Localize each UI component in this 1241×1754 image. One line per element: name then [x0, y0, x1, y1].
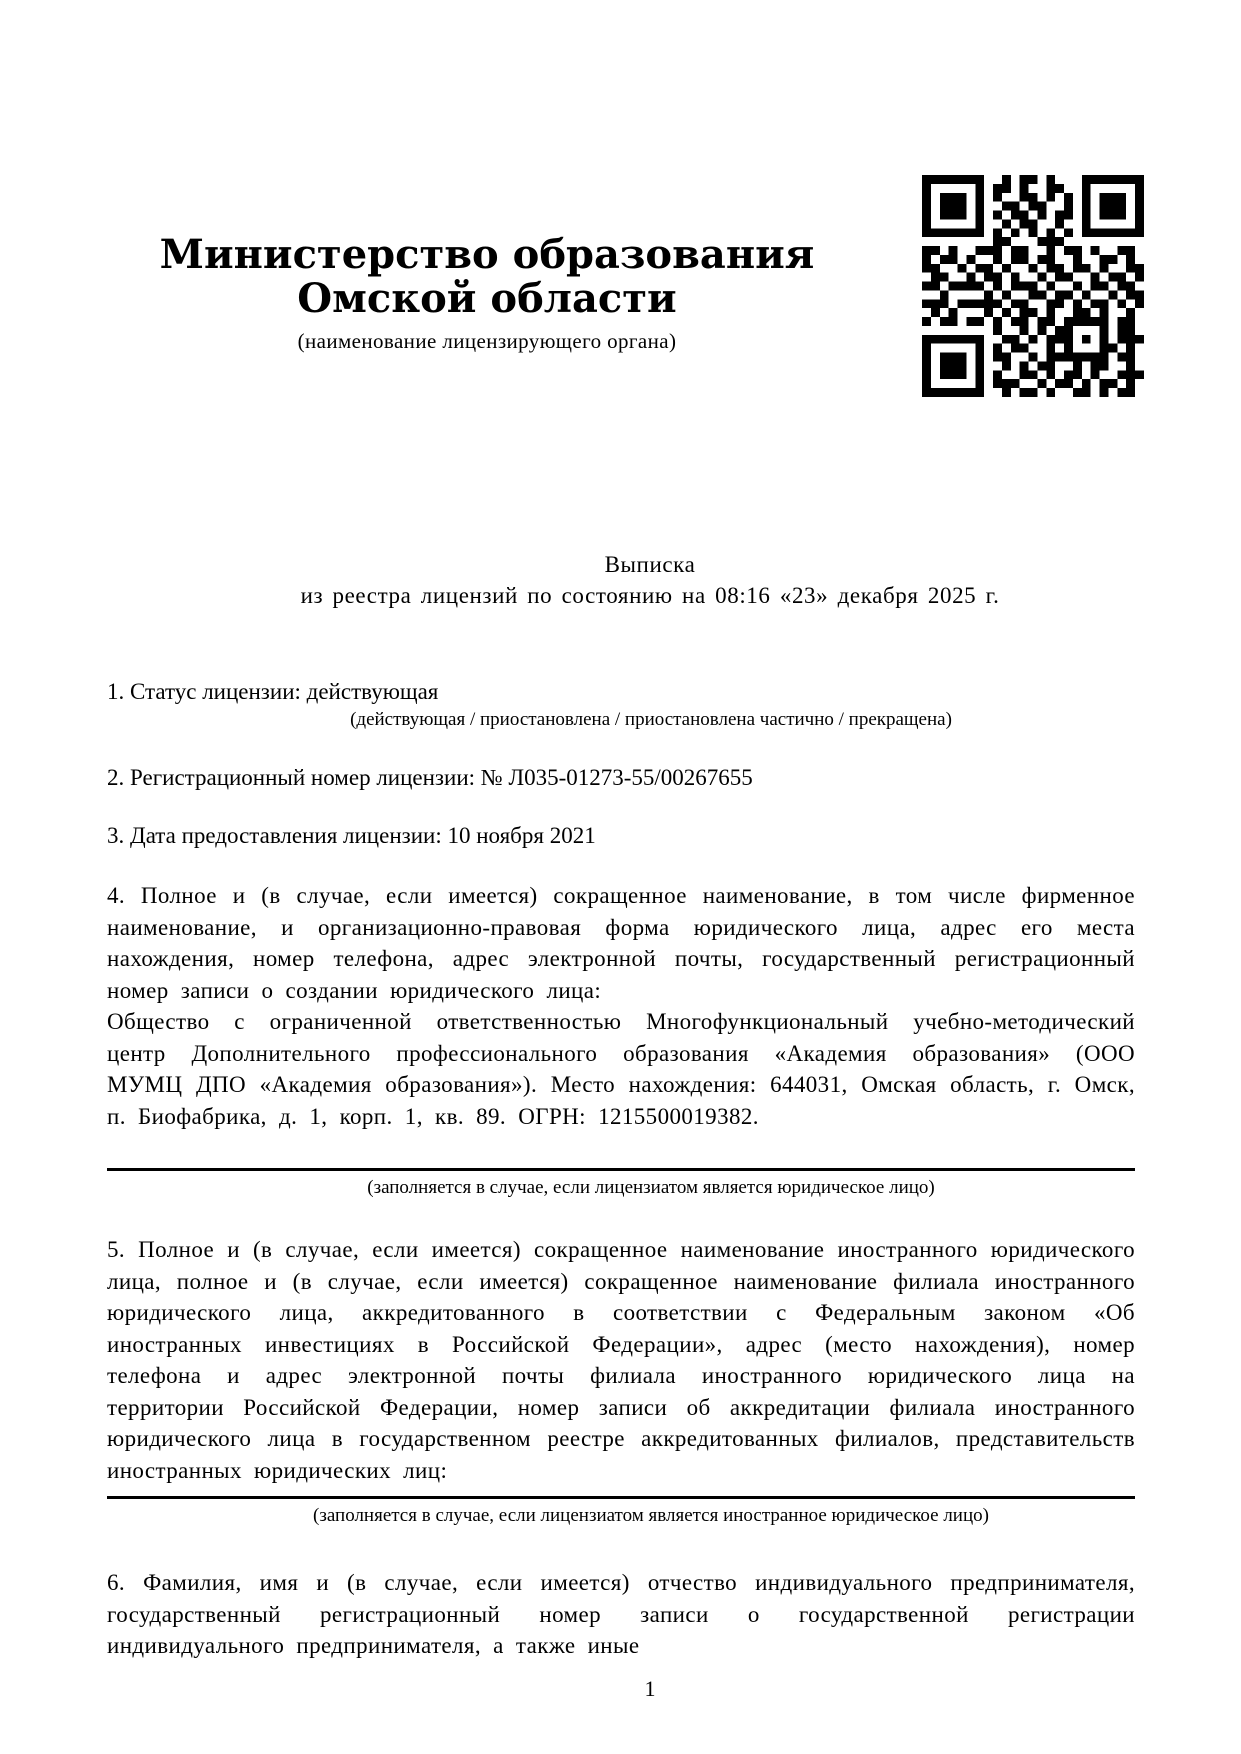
divider-foreign-entity — [107, 1496, 1135, 1499]
legal-entity-caption: (заполняется в случае, если лицензиатом является юридическое лицо) — [367, 1177, 935, 1198]
item-registration-number: 2. Регистрационный номер лицензии: № Л035-01273-55/00267655 — [107, 765, 753, 790]
item-license-status-caption: (действующая / приостановлена / приостановлена частично / прекращена) — [350, 709, 952, 730]
qr-code — [922, 175, 1144, 397]
item-foreign-entity-question: 5. Полное и (в случае, если имеется) сокращенное наименование иностранного юридического лица, полное и (в случае, если имеется) сокращенное наименование филиала иностранного юридического лица, аккредитованного в соответствии с Федеральным законом «Об иностранных инвестициях в Российской Федерации», адрес (место нахождения), номер телефона и адрес электронной почты филиала иностранного юридического лица на территории Российской Федерации, номер записи об аккредитации филиала иностранного юридического лица в государственном реестре аккредитованных филиалов, представительств иностранных юридических лиц: — [107, 1237, 1135, 1483]
page-number: 1 — [644, 1676, 656, 1701]
licensing-authority-block — [107, 233, 867, 355]
document-title: Выписка — [604, 552, 696, 577]
item-grant-date: 3. Дата предоставления лицензии: 10 ноября 2021 — [107, 823, 596, 848]
item-legal-entity-answer: Общество с ограниченной ответственностью Многофункциональный учебно-методический центр Дополнительного профессионального образования «Академия образования» (ООО МУМЦ ДПО «Академия образования»). Место нахождения: 644031, Омская область, г. Омск, п. Биофабрика, д. 1, корп. 1, кв. 89. ОГРН: 1215500019382. — [107, 1009, 1135, 1129]
licensing-authority-title: Министерство образования Омской области — [159, 231, 815, 322]
document-subtitle: из реестра лицензий по состоянию на 08:16 «23» декабря 2025 г. — [300, 583, 1000, 608]
page-content — [0, 233, 1241, 1703]
foreign-entity-caption: (заполняется в случае, если лицензиатом является иностранное юридическое лицо) — [313, 1505, 989, 1526]
item-legal-entity-question: 4. Полное и (в случае, если имеется) сокращенное наименование, в том числе фирменное наименование, и организационно-правовая форма юридического лица, адрес его места нахождения, номер телефона, адрес электронной почты, государственный регистрационный номер записи о создании юридического лица: — [107, 883, 1135, 1003]
item-license-status: 1. Статус лицензии: действующая — [107, 679, 439, 704]
divider-legal-entity — [107, 1168, 1135, 1171]
item-individual-entrepreneur-question: 6. Фамилия, имя и (в случае, если имеется) отчество индивидуального предпринимателя, государственный регистрационный номер записи о государственной регистрации индивидуального предпринимателя, а также иные — [107, 1570, 1135, 1658]
licensing-authority-caption: (наименование лицензирующего органа) — [297, 329, 677, 353]
document-title-block — [107, 549, 1135, 611]
